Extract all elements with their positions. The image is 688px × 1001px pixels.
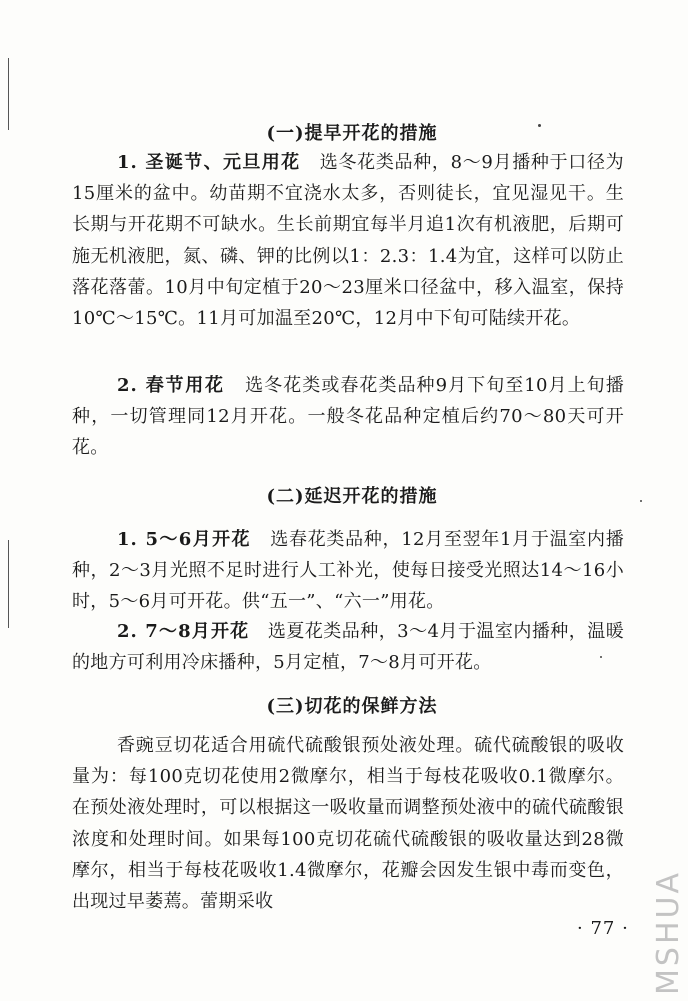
paragraph (72, 616, 624, 678)
paragraph-lead: 1. 圣诞节、元旦用花 (117, 152, 301, 173)
binding-line (8, 58, 9, 130)
page-number: · 77 · (577, 918, 629, 939)
watermark: MSHUA (651, 870, 686, 995)
paragraph-text: 选春花类品种，12月至翌年1月于温室内播种，2～3月光照不足时进行人工补光，使每日接受光照达14～16小时，5～6月可开花。供“五一”、“六一”用花。 (72, 529, 624, 613)
section-heading: (三)切花的保鲜方法 (266, 696, 438, 717)
paragraph-text: 选冬花类或春花类品种9月下旬至10月上旬播种，一切管理同12月开花。一般冬花品种定植后约70～80天可开花。 (72, 375, 624, 459)
section-heading: (二)延迟开花的措施 (266, 486, 438, 507)
paragraph-lead: 2. 7～8月开花 (117, 621, 250, 642)
paragraph (72, 730, 624, 917)
paragraph-text: 香豌豆切花适合用硫代硫酸银预处液处理。硫代硫酸银的吸收量为：每100克切花使用2微摩尔，相当于每枝花吸收0.1微摩尔。在预处液处理时，可以根据这一吸收量而调整预处液中的硫代硫酸银浓度和处理时间。如果每100克切花硫代硫酸银的吸收量达到28微摩尔，相当于每枝花吸收1.4微摩尔，花瓣会因发生银中毒而变色，出现过早萎蔫。蕾期采收 (72, 735, 624, 913)
section-heading: (一)提早开花的措施 (266, 123, 438, 144)
binding-line (8, 540, 9, 628)
paragraph-lead: 2. 春节用花 (117, 375, 225, 396)
paragraph (72, 524, 624, 618)
paragraph-lead: 1. 5～6月开花 (117, 529, 251, 550)
scan-speck (640, 500, 642, 502)
paragraph-text: 选夏花类品种，3～4月于温室内播种，温暖的地方可利用冷床播种，5月定植，7～8月可开花。 (72, 621, 624, 674)
paragraph-text: 选冬花类品种，8～9月播种于口径为15厘米的盆中。幼苗期不宜浇水太多，否则徒长，宜见湿见干。生长期与开花期不可缺水。生长前期宜每半月追1次有机液肥，后期可施无机液肥，氮、磷、钾的比例以1：2.3：1.4为宜，这样可以防止落花落蕾。10月中旬定植于20～23厘米口径盆中，移入温室，保持10℃～15℃。11月可加温至20℃，12月中下旬可陆续开花。 (72, 152, 624, 330)
paragraph (72, 370, 624, 464)
paragraph (72, 147, 624, 334)
